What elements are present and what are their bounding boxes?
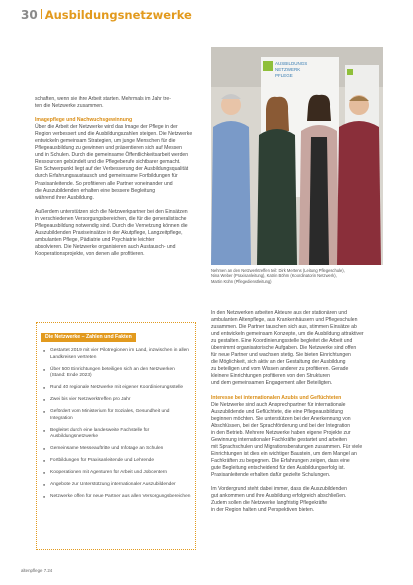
body-line: Auszubildende und Geflüchtete, die eine Pflegeausbildung [211,408,343,415]
fact-item: ■ Netzwerke offen für neue Partner aus allen Versorgungsbereichen [41,494,191,501]
banner-line: PFLEGE [275,73,293,78]
body-line: gute Begleitung entscheidend für den Ausbildungserfolg ist. [211,464,345,471]
intro-line: schaften, wenn sie ihre Arbeit starten. Mehrmals im Jahr tre- [35,96,171,102]
fact-item: ■ Angebote zur Unterstützung internationaler Auszubildender [41,482,191,489]
body-line: durch Erfahrungsaustausch und gemeinsame Fortbildungen für [35,173,178,180]
caption-line: Nehmen an den Netzwerktreffen teil: Dirk Mertens (Leitung Pflegeschule), [211,268,345,273]
body-line: zusammen. Die Partner tauschen sich aus, stimmen Einsätze ab [211,324,357,331]
fact-item: ■ Begleitet durch eine landesweite Fachstelle für Ausbildungsnetzwerke [41,428,191,441]
fact-item: ■ Rund 40 regionale Netzwerke mit eigener Koordinierungsstelle [41,385,191,392]
page-header [21,8,192,22]
left-column [35,96,198,258]
fact-item: ■ Gemeinsame Messeauftritte und Infotage an Schulen [41,446,191,453]
body-line: die Auszubildenden erhalten eine bessere Begleitung [35,187,156,194]
fact-item: ■ Gestartet 2019 mit vier Pilotregionen im Land, inzwischen in allen Landkreisen vertreten [41,348,191,361]
body-line: die Möglichkeit, sich aktiv an der Gestaltung der Ausbildung [211,359,346,366]
fact-item: ■ Zwei bis vier Netzwerktreffen pro Jahr [41,397,191,404]
body-line: Abschlüssen, bei der Sprachförderung und bei der Integration [211,422,351,429]
body-line: übernimmt organisatorische Aufgaben. Die Netzwerke sind offen [211,345,357,352]
intro-line: ten die Netzwerke zusammen. [35,103,104,110]
caption-line: Martin Kühn (Pflegedienstleitung) [211,278,272,284]
body-line: und dem gemeinsamen Engagement aller Beteiligten. [211,380,333,387]
body-line: Einrichtungen ist dies ein wichtiger Baustein, um dem Mangel an [211,450,357,457]
fact-item: ■ Kooperationen mit Agenturen für Arbeit und Jobcentern [41,470,191,477]
body-line: Die Netzwerke sind auch Ansprechpartner für internationale [211,401,346,408]
facts-list [41,348,191,501]
facts-box-title: Die Netzwerke – Zahlen und Fakten [41,333,136,342]
body-line: Pflegeausbildung zu gewinnen und präsentieren sich auf Messen [35,145,182,152]
body-line: in der Region halten und Perspektiven bieten. [211,507,315,514]
page-footer: altenpflege 7.24 [21,568,53,573]
body-line: ambulanten Pflege, Pädiatrie und Psychiatrie leichter [35,236,155,243]
banner-line: AUSBILDUNGS [275,61,308,66]
body-line: Ressourcen gebündelt und die Pflegeberufe sichtbarer gemacht. [35,159,181,166]
body-line: zu gestalten. Eine Koordinierungsstelle begleitet die Arbeit und [211,338,353,345]
heading-international-azubis: Interesse bei internationalen Azubis und Geflüchteten [211,394,342,401]
team-photo-illustration [211,47,383,265]
body-line: Im Vordergrund steht dabei immer, dass die Auszubildenden [211,486,347,493]
fact-item: ■ Gefördert vom Ministerium für Soziales, Gesundheit und Integration [41,409,191,422]
caption-line: Nina Weber (Praxisanleitung), Katrin Böhm (Koordinatorin Netzwerk), [211,273,337,279]
fact-item: ■ Fortbildungen für Praxisanleitende und Lehrende [41,458,191,465]
heading-image-care: Imagepflege und Nachwuchsgewinnung [35,117,133,124]
header-divider [41,9,42,19]
section-title: Ausbildungsnetzwerke [44,8,192,22]
body-line: gut ankommen und ihre Ausbildung erfolgreich abschließen. [211,493,347,500]
body-line: in den Betrieb. Mehrere Netzwerke haben eigene Projekte zur [211,429,351,436]
facts-box [36,322,196,550]
body-line: in verschiedenen Versorgungsbereichen, die für die generalistische [35,215,187,222]
body-line: beginnen möchten. Sie unterstützen bei der Anerkennung von [211,415,351,422]
body-line: und in Schulen. Durch die gemeinsame Öffentlichkeitsarbeit werden [35,152,189,159]
body-line: Kooperationsprojekte, von denen alle profitieren. [35,250,145,257]
body-line: Pflegeausbildung notwendig sind. Durch die Vernetzung können die [35,222,188,229]
team-photo [211,47,383,265]
body-line: Praxisanleitende. So profitieren alle Partner voneinander und [35,180,173,187]
body-line: für neue Partner und wachsen stetig. Sie bieten Einrichtungen [211,352,351,359]
body-line: Gewinnung internationaler Fachkräfte gestartet und arbeiten [211,436,347,443]
body-line: zu beteiligen und vom Wissen anderer zu profitieren. Gerade [211,366,349,373]
body-line: Über die Arbeit der Netzwerke wird das Image der Pflege in der [35,124,178,131]
body-line: In den Netzwerken arbeiten Akteure aus der stationären und [211,310,347,316]
body-line: Zudem sollen die Netzwerke langfristig Pflegekräfte [211,500,328,507]
right-column [211,310,383,514]
body-line: absolvieren. Die Netzwerke organisieren auch Austausch- und [35,243,176,250]
body-line: Region verbessert und die Ausbildungszahlen steigen. Die Netzwerke [35,131,193,138]
body-line: während ihrer Ausbildung. [35,194,94,201]
body-line: entwickeln gemeinsam Strategien, um junge Menschen für die [35,138,176,145]
body-line: Fachkräften zu begegnen. Die Erfahrungen zeigen, dass eine [211,457,350,464]
banner-line: NETZWERK [275,67,301,72]
body-line: Ein Schwerpunkt liegt auf der Verbesserung der Ausbildungsqualität [35,166,189,173]
body-line: kleinere Einrichtungen profitieren von den Strukturen [211,373,330,380]
body-line: ambulanten Altenpflege, aus Krankenhäusern und Pflegeschulen [211,317,358,324]
body-line: Auszubildenden Praxiseinsätze in der Akutpflege, Langzeitpflege, [35,229,183,236]
photo-caption [211,268,383,284]
body-line: Praxisanleitende erhalten dafür gezielte Schulungen. [211,472,331,479]
body-line: Außerdem unterstützen sich die Netzwerkpartner bei den Einsätzen [35,208,188,215]
body-line: mit Sprachschulen und Migrationsberatungen zusammen. Für viele [211,443,363,450]
page-number: 30 [21,8,38,22]
body-line: und entwickeln gemeinsam Konzepte, um die Ausbildung attraktiver [211,331,364,338]
fact-item: ■ Über 500 Einrichtungen beteiligen sich an den Netzwerken (Stand: Ende 2023) [41,367,191,380]
